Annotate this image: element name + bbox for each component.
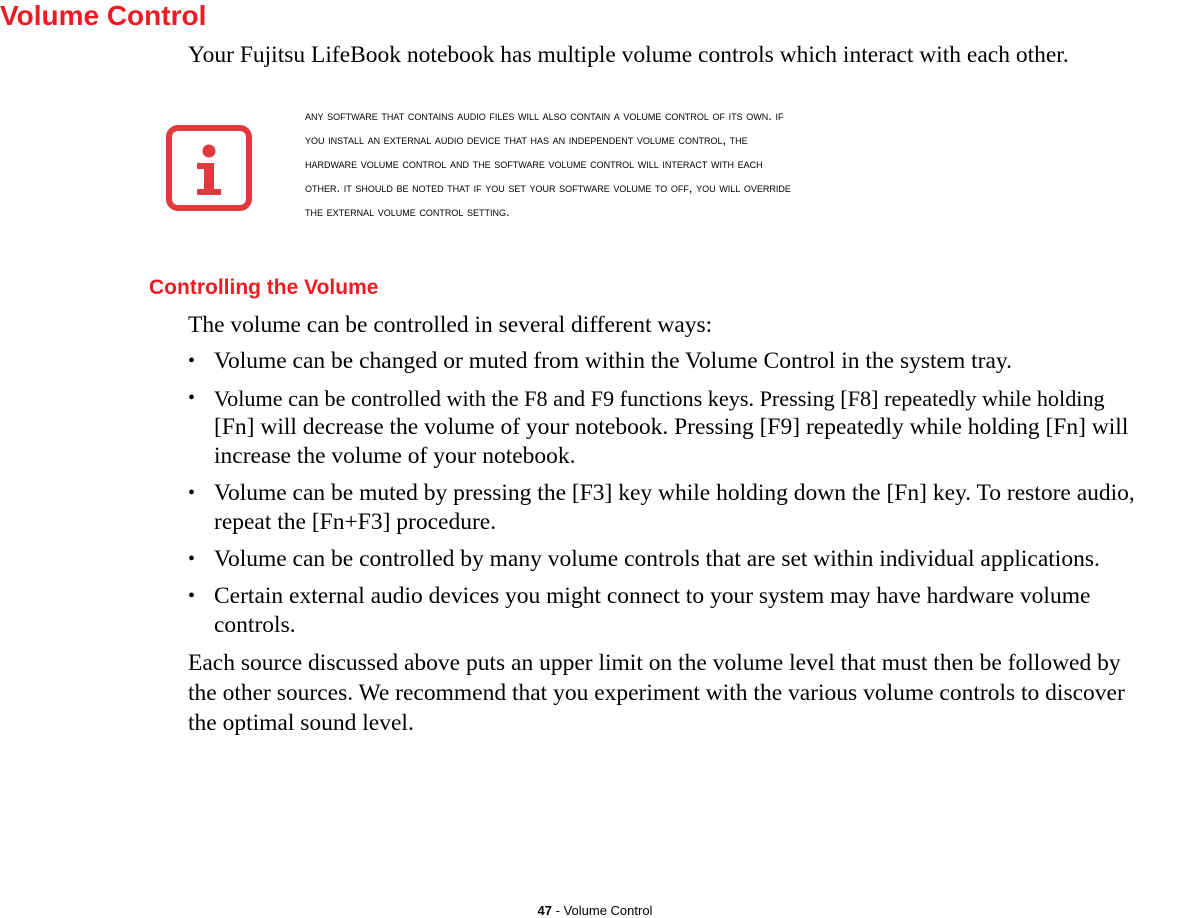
intro-paragraph: Your Fujitsu LifeBook notebook has multiple volume controls which interact with each other.	[188, 42, 1069, 68]
list-item-text: Volume can be controlled by many volume controls that are set within individual applications.	[214, 546, 1100, 572]
closing-paragraph	[188, 648, 1188, 738]
page-number: 47	[537, 903, 552, 918]
list-item-text: controls.	[214, 612, 296, 638]
closing-line: the other sources. We recommend that you experiment with the various volume controls to discover	[188, 680, 1125, 706]
page-footer	[0, 903, 1190, 918]
list-item	[188, 582, 1190, 640]
bullet-icon: •	[188, 350, 196, 372]
info-icon	[166, 125, 252, 211]
section-lead: The volume can be controlled in several different ways:	[188, 312, 713, 338]
list-item-text: repeat the [Fn+F3] procedure.	[214, 509, 497, 535]
bullet-icon: •	[188, 387, 196, 409]
note-line: hardware volume control and the software volume control will interact with each	[305, 156, 763, 171]
list-item-text: Volume can be controlled with the F8 and F9 functions keys. Pressing [F8] repeatedly while holding	[214, 386, 1105, 411]
list-item	[188, 347, 1190, 376]
closing-line: the optimal sound level.	[188, 710, 414, 736]
page-title: Volume Control	[0, 0, 207, 31]
list-item	[188, 384, 1190, 471]
note-line: you install an external audio device that has an independent volume control, the	[305, 132, 748, 147]
bullet-list	[188, 347, 1190, 648]
list-item-text: [Fn] will decrease the volume of your notebook. Pressing [F9] repeatedly while holding [Fn] will	[214, 414, 1129, 440]
note-line: other. it should be noted that if you set your software volume to off, you will override	[305, 180, 791, 195]
footer-separator: -	[552, 903, 564, 918]
list-item-text: Volume can be muted by pressing the [F3] key while holding down the [Fn] key. To restore audio,	[214, 480, 1135, 506]
note-text	[305, 104, 1190, 224]
bullet-icon: •	[188, 482, 196, 504]
section-heading: Controlling the Volume	[149, 276, 379, 299]
list-item-text: Volume can be changed or muted from within the Volume Control in the system tray.	[214, 348, 1012, 374]
list-item	[188, 545, 1190, 574]
note-line: the external volume control setting.	[305, 204, 510, 219]
closing-line: Each source discussed above puts an upper limit on the volume level that must then be followed by	[188, 650, 1121, 676]
list-item-text: Certain external audio devices you might connect to your system may have hardware volume	[214, 583, 1091, 609]
note-line: any software that contains audio files will also contain a volume control of its own. if	[305, 108, 784, 123]
list-item	[188, 479, 1190, 537]
footer-label: Volume Control	[563, 903, 653, 918]
list-item-text: increase the volume of your notebook.	[214, 443, 576, 469]
bullet-icon: •	[188, 548, 196, 570]
bullet-icon: •	[188, 585, 196, 607]
